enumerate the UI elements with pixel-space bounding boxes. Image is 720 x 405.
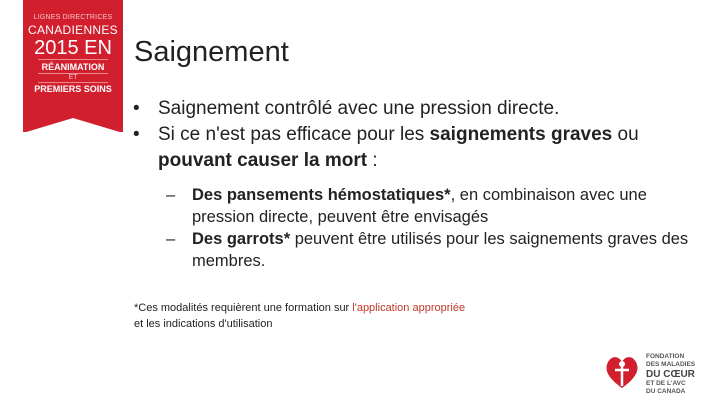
- banner-line-1: LIGNES DIRECTRICES: [33, 14, 113, 21]
- sub-bullet-text: , en combinaison avec une pression directe, peuvent être envisagés: [192, 186, 647, 226]
- guidelines-banner: [23, 0, 123, 132]
- footnote-text: *Ces modalités requièrent une formation sur: [134, 302, 353, 314]
- banner-line-5: ET: [68, 74, 78, 81]
- banner-notch: [23, 118, 123, 133]
- bullet-icon: •: [133, 124, 140, 145]
- sub-bullet-list: [130, 184, 710, 272]
- slide-title: Saignement: [134, 36, 289, 68]
- bullet-text: :: [367, 150, 378, 171]
- bullet-item: [130, 122, 710, 174]
- dash-icon: –: [166, 186, 176, 204]
- bullet-emphasis: saignements graves: [429, 124, 613, 145]
- sub-bullet-emphasis: Des pansements hémostatiques*: [192, 186, 451, 204]
- banner-line-2: CANADIENNES: [28, 23, 118, 37]
- banner-line-6: PREMIERS SOINS: [34, 84, 112, 94]
- logo-line: ET DE L'AVC: [646, 380, 686, 387]
- bullet-text: ou: [612, 124, 639, 145]
- sub-bullet-item: [130, 228, 710, 272]
- logo-line: DU CANADA: [646, 388, 686, 395]
- bullet-text: Si ce n'est pas efficace pour les: [158, 124, 430, 145]
- heart-logo-icon: [604, 352, 640, 392]
- bullet-icon: •: [133, 98, 140, 119]
- banner-rule: [38, 82, 108, 83]
- banner-line-4: RÉANIMATION: [41, 62, 105, 72]
- banner-line-3: 2015 EN: [34, 37, 112, 59]
- logo-line: DU CŒUR: [646, 369, 695, 380]
- logo-line: DES MALADIES: [646, 361, 696, 368]
- banner-rule: [38, 59, 108, 60]
- sub-bullet-item: [130, 184, 710, 228]
- heart-stroke-foundation-logo: [604, 350, 714, 400]
- logo-line: FONDATION: [646, 353, 685, 360]
- bullet-item: [130, 96, 710, 122]
- footnote-text: et les indications d'utilisation: [134, 318, 273, 330]
- bullet-text: Saignement contrôlé avec une pression directe.: [158, 98, 560, 119]
- sub-bullet-emphasis: Des garrots*: [192, 230, 291, 248]
- footnote: [134, 300, 465, 332]
- sub-bullet-text: peuvent être utilisés pour les saignements graves des membres.: [192, 230, 689, 270]
- footnote-highlight: l'application appropriée: [352, 302, 466, 314]
- bullet-emphasis: pouvant causer la mort: [158, 150, 368, 171]
- dash-icon: –: [166, 230, 176, 248]
- logo-wordmark: [646, 353, 695, 396]
- bullet-list: [130, 96, 710, 272]
